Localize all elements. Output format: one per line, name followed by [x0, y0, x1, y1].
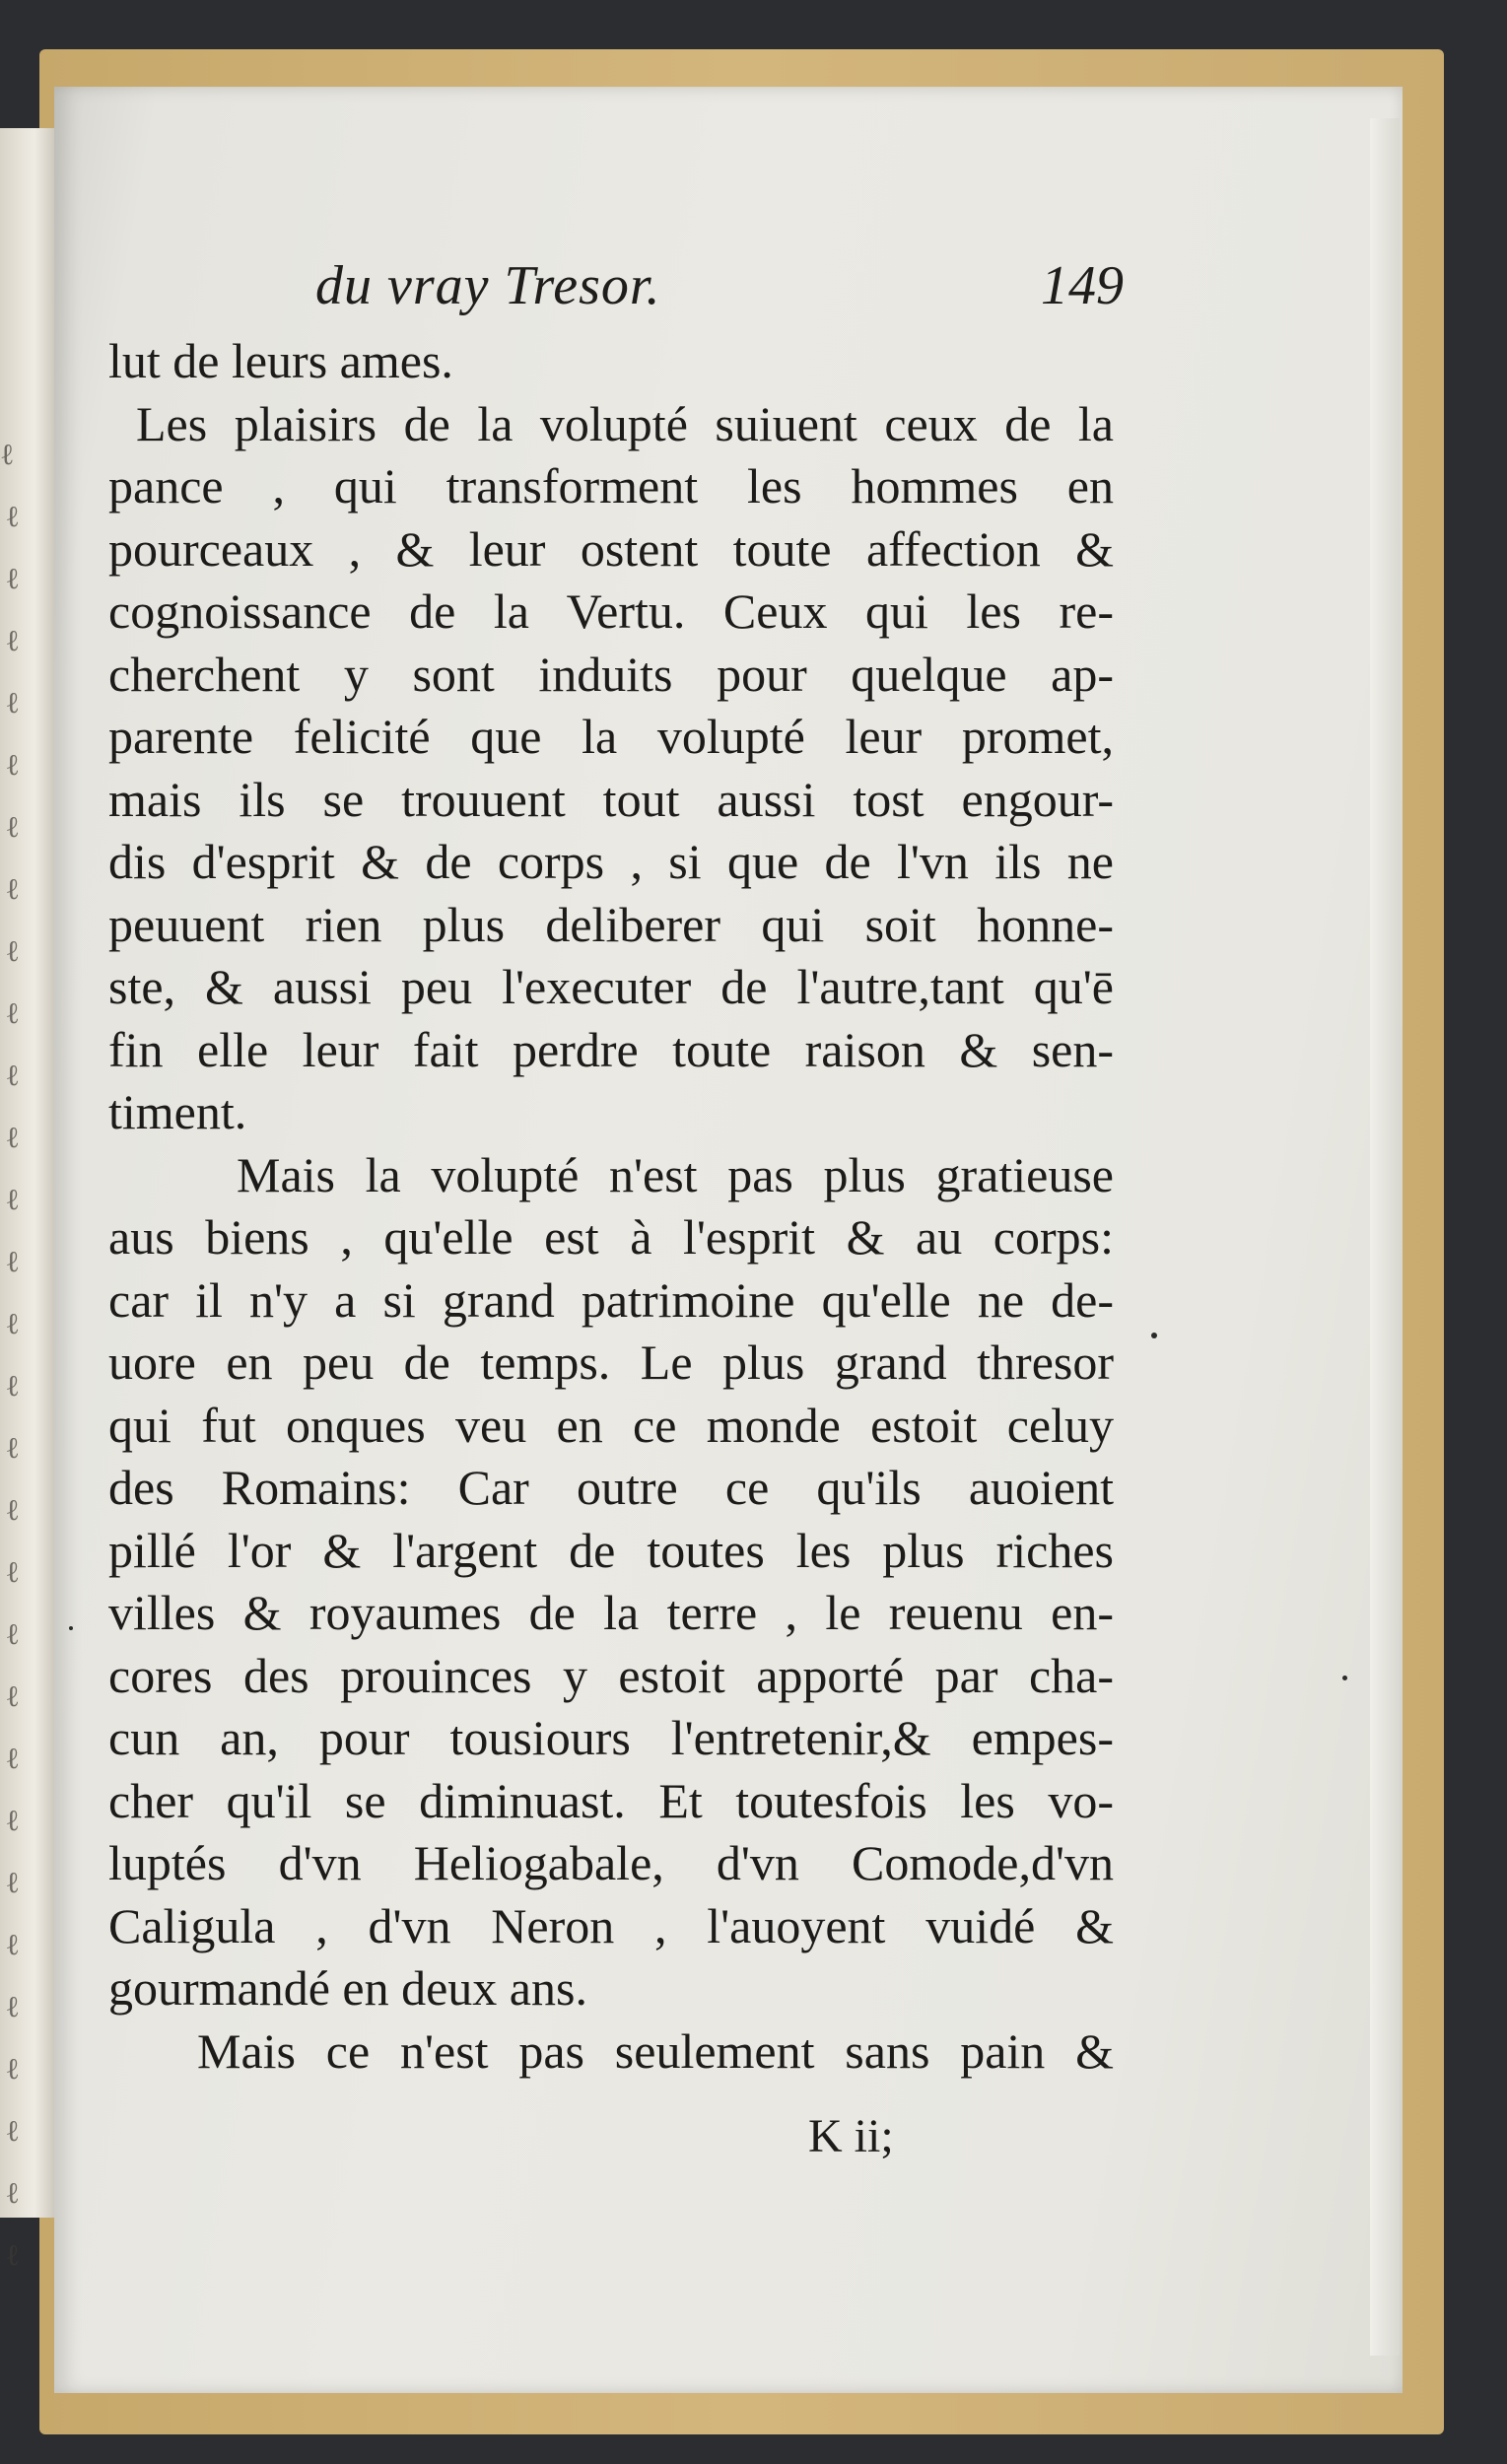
text-line: Mais ce n'est pas seulement sans pain & — [197, 2022, 1114, 2079]
page-fore-edge — [1370, 118, 1400, 2356]
text-line: car il n'y a si grand patrimoine qu'elle ne de- — [108, 1271, 1114, 1328]
text-line: cognoissance de la Vertu. Ceux qui les re- — [108, 583, 1114, 639]
text-line: cher qu'il se diminuast. Et toutesfois les vo- — [108, 1772, 1114, 1828]
text-line: pourceaux , & leur ostent toute affection & — [108, 520, 1114, 577]
text-line: fin elle leur fait perdre toute raison & sen- — [108, 1021, 1114, 1077]
text-line: lut de leurs ames. — [108, 333, 453, 388]
text-line: parente felicité que la volupté leur promet, — [108, 709, 1114, 764]
text-line: dis d'esprit & de corps , si que de l'vn ils ne — [108, 834, 1114, 889]
text-line: Caligula , d'vn Neron , l'auoyent vuidé & — [108, 1897, 1114, 1953]
text-line: pillé l'or & l'argent de toutes les plus riches — [108, 1522, 1114, 1578]
text-line: cun an, pour tousiours l'entretenir,& empes- — [108, 1710, 1114, 1765]
text-line: mais ils se trouuent tout aussi tost engour- — [108, 771, 1114, 827]
text-line: Mais la volupté n'est pas plus gratieuse — [237, 1146, 1114, 1202]
text-line: cores des prouinces y estoit apporté par cha- — [108, 1647, 1114, 1703]
text-line: Les plaisirs de la volupté suiuent ceux de la — [136, 395, 1114, 451]
signature-mark: K ii; — [808, 2110, 894, 2162]
facing-page-edge — [0, 128, 57, 2272]
page-number: 149 — [1041, 255, 1124, 316]
ink-speck — [1342, 1676, 1347, 1680]
text-line: uore en peu de temps. Le plus grand thresor — [108, 1335, 1114, 1390]
text-line: villes & royaumes de la terre , le reuenu en- — [108, 1585, 1114, 1640]
text-line: timent. — [108, 1084, 247, 1139]
text-line: peuuent rien plus deliberer qui soit honne- — [108, 896, 1114, 952]
text-line: qui fut onques veu en ce monde estoit celuy — [108, 1397, 1114, 1453]
text-line: luptés d'vn Heliogabale, d'vn Comode,d'vn — [108, 1835, 1114, 1890]
page-header — [315, 254, 1124, 333]
text-line: cherchent y sont induits pour quelque ap- — [108, 646, 1114, 702]
text-line: gourmandé en deux ans. — [108, 1960, 587, 2016]
text-line: des Romains: Car outre ce qu'ils auoient — [108, 1460, 1114, 1515]
text-line: aus biens , qu'elle est à l'esprit & au corps: — [108, 1209, 1114, 1265]
running-title: du vray Tresor. — [315, 255, 661, 316]
ink-speck — [69, 1626, 73, 1630]
text-line: pance , qui transforment les hommes en — [108, 458, 1114, 513]
text-line: ste, & aussi peu l'executer de l'autre,tant qu'ē — [108, 959, 1114, 1014]
facing-page-text-fragments: ℓ ℓ ℓ ℓ ℓ ℓ ℓ ℓ ℓ ℓ ℓ ℓ ℓ ℓ ℓ ℓ ℓ ℓ ℓ ℓ ℓ ℓ ℓ ℓ ℓ ℓ ℓ ℓ ℓ ℓ — [0, 439, 18, 2272]
ink-speck — [1151, 1333, 1157, 1338]
body-text — [108, 330, 1114, 2083]
